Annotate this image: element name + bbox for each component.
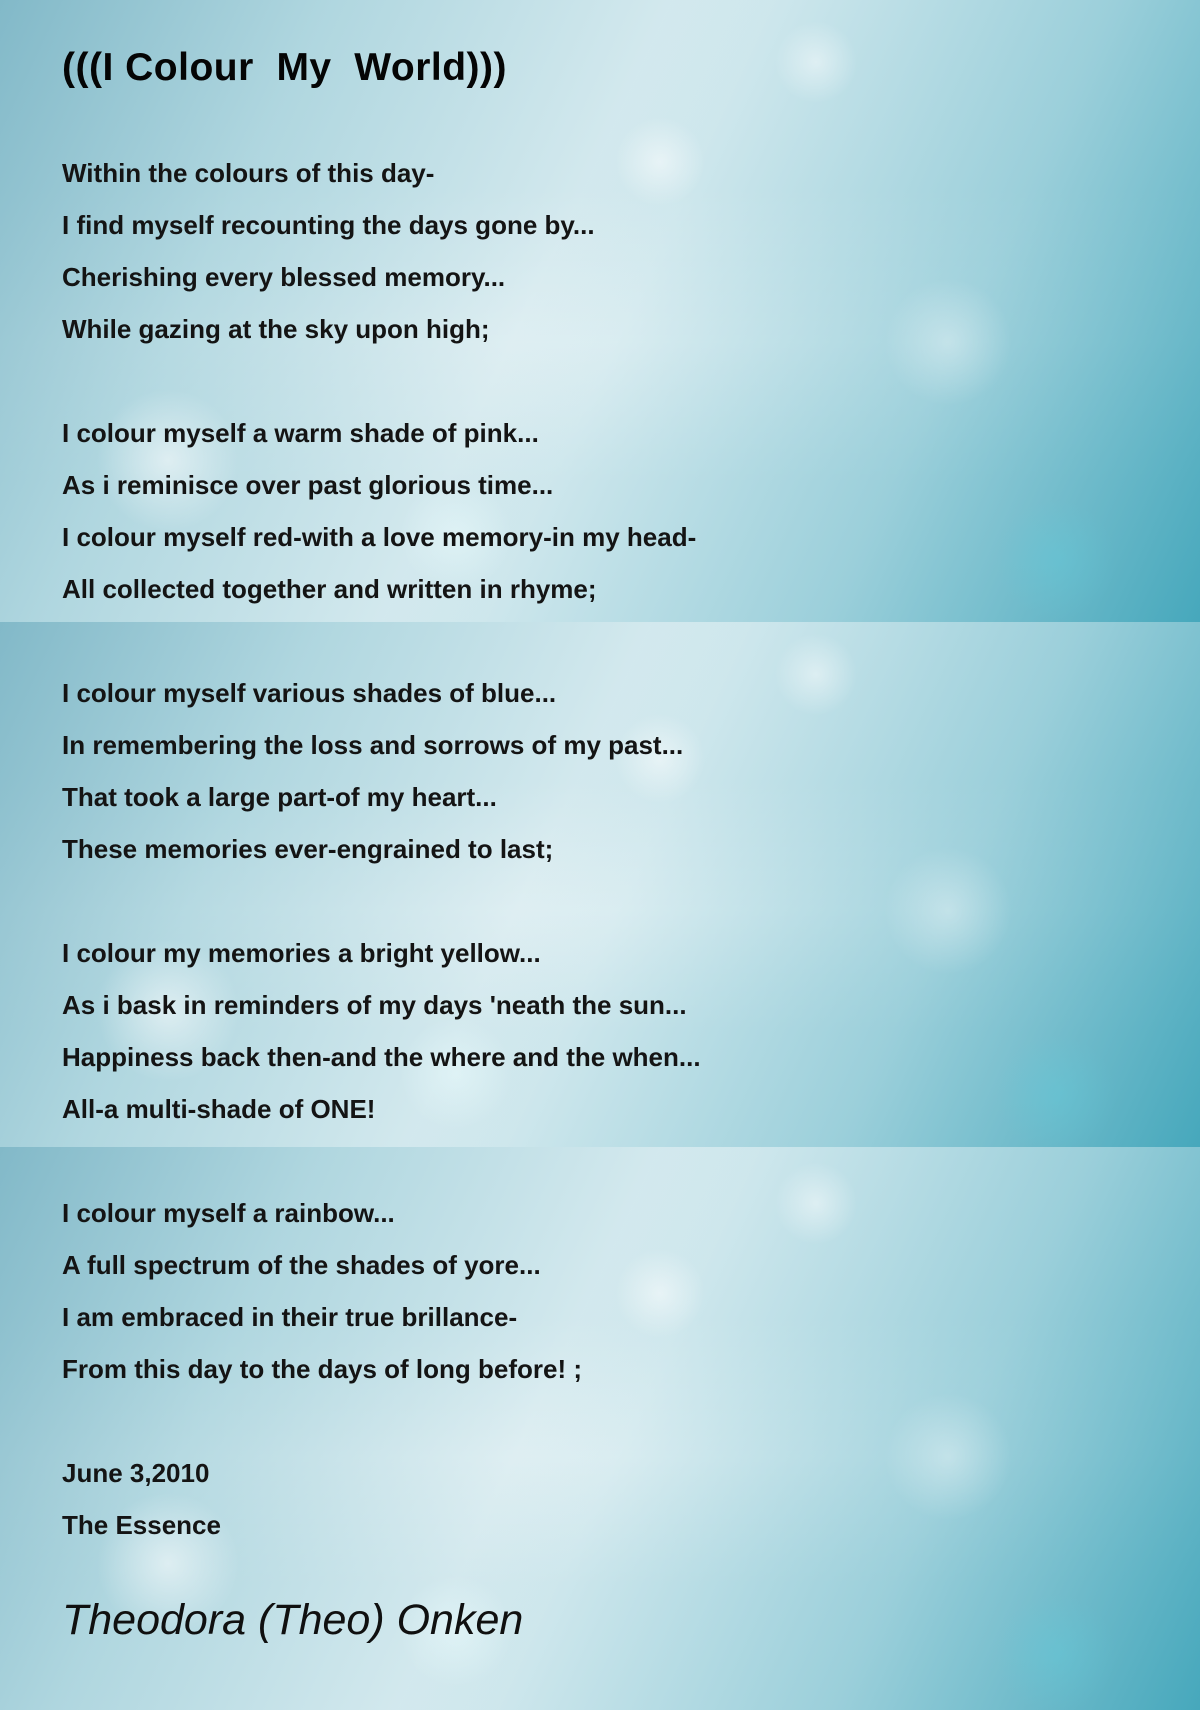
poem-line: That took a large part-of my heart... — [62, 782, 497, 812]
poem-line: I colour myself red-with a love memory-in my head- — [62, 522, 697, 552]
stanza-1 — [62, 147, 701, 355]
poem-line: All collected together and written in rhyme; — [62, 574, 597, 604]
poem-line: All-a multi-shade of ONE! — [62, 1094, 376, 1124]
poem-line: I find myself recounting the days gone by... — [62, 210, 595, 240]
poem-line: I colour myself a warm shade of pink... — [62, 418, 539, 448]
poem-line: Within the colours of this day- — [62, 158, 435, 188]
poem-line: As i bask in reminders of my days 'neath the sun... — [62, 990, 687, 1020]
poem-line: From this day to the days of long before! ; — [62, 1354, 583, 1384]
poem-body — [62, 147, 701, 1603]
poem-title: (((I Colour My World))) — [62, 46, 508, 89]
poem-author: Theodora (Theo) Onken — [62, 1596, 524, 1644]
poem-line: As i reminisce over past glorious time... — [62, 470, 554, 500]
poem-line: I colour myself a rainbow... — [62, 1198, 395, 1228]
poem-line: A full spectrum of the shades of yore... — [62, 1250, 541, 1280]
poem-line: In remembering the loss and sorrows of my past... — [62, 730, 684, 760]
poem-line: I colour my memories a bright yellow... — [62, 938, 541, 968]
stanza-5 — [62, 1187, 701, 1395]
poem-date: June 3,2010 — [62, 1458, 210, 1488]
poem-line: I colour myself various shades of blue... — [62, 678, 557, 708]
stanza-4 — [62, 927, 701, 1135]
stanza-2 — [62, 407, 701, 615]
poem-line: While gazing at the sky upon high; — [62, 314, 490, 344]
poem-line: These memories ever-engrained to last; — [62, 834, 554, 864]
poem-line: Happiness back then-and the where and the when... — [62, 1042, 701, 1072]
poem-collection: The Essence — [62, 1510, 221, 1540]
poem-line: I am embraced in their true brillance- — [62, 1302, 518, 1332]
poem-line: Cherishing every blessed memory... — [62, 262, 506, 292]
poem-footer — [62, 1447, 701, 1551]
stanza-3 — [62, 667, 701, 875]
